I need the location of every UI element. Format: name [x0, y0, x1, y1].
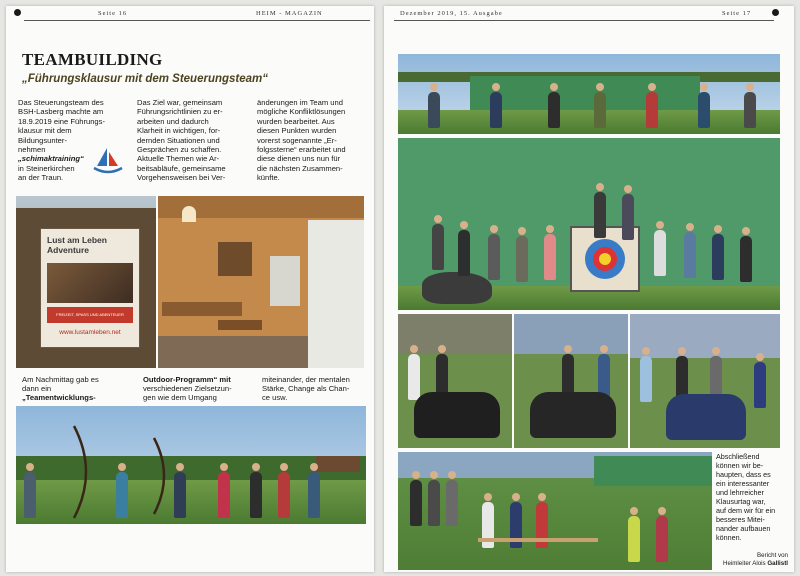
text-line: Das Steuerungsteam des — [18, 98, 104, 107]
text-line: Vorgehensweisen bei Ver- — [137, 173, 226, 183]
bow-icon — [70, 424, 100, 520]
boar-figure — [422, 272, 492, 304]
person — [308, 472, 320, 518]
text-line: an der Traun. — [18, 173, 64, 183]
floor — [158, 336, 308, 368]
photo-quad-3 — [630, 314, 780, 448]
text-line: nander aufbauen — [716, 524, 771, 533]
person — [628, 516, 640, 562]
text-line: ein interessanter — [716, 479, 770, 488]
person — [740, 236, 752, 282]
header-dot — [14, 9, 21, 16]
person — [116, 472, 128, 518]
text-line: klausur mit dem — [18, 126, 72, 136]
photo-quad-2 — [514, 314, 628, 448]
right-page-number: Seite 17 — [722, 10, 752, 17]
text-line: können. — [716, 533, 742, 542]
text-line: diesen Punkten wurden — [257, 126, 337, 136]
caption-column-1 — [22, 375, 138, 403]
credit-author — [714, 560, 788, 568]
text-line: besseres Mitei- — [716, 515, 765, 524]
photo-adventure-sign — [16, 196, 156, 368]
article-title: TEAMBUILDING — [22, 50, 163, 69]
header-rule — [24, 20, 370, 21]
text-line: wurden bearbeitet. Aus — [257, 116, 335, 126]
sign-picture — [47, 263, 133, 303]
text-line: haupten, dass es — [716, 470, 771, 479]
caption-line: „Teamentwicklungs- — [22, 393, 96, 403]
text-line: Das Ziel war, gemeinsam — [137, 98, 223, 107]
text-line: Aktuelle Themen wie Ar- — [137, 154, 220, 164]
issue-label: Dezember 2019, 15. Ausgabe — [400, 10, 503, 17]
person — [712, 234, 724, 280]
person — [516, 236, 528, 282]
photo-archery-range — [398, 54, 780, 134]
quad-bike — [666, 394, 746, 440]
person — [698, 92, 710, 128]
caption-line: Outdoor-Programm“ mit — [143, 375, 231, 384]
text-line: 18.9.2019 eine Führungs- — [18, 116, 105, 126]
caption-line: Stärke, Change als Chan- — [262, 384, 350, 394]
sign-title: Lust am Leben Adventure — [47, 235, 107, 255]
photo-archery-outdoor — [16, 406, 366, 524]
caption-line: verschiedenen Zielsetzun- — [143, 384, 232, 394]
person — [446, 480, 458, 526]
text-line: änderungen im Team und — [257, 98, 343, 107]
caption-line: Am Nachmittag gab es — [22, 375, 99, 384]
person — [410, 480, 422, 526]
caption-column-3 — [262, 375, 368, 403]
background-sky — [630, 314, 780, 358]
person — [640, 356, 652, 402]
quad-bike — [414, 392, 500, 438]
person — [408, 354, 420, 400]
person — [24, 472, 36, 518]
report-credit — [714, 552, 788, 567]
text-line: und lehrreicher — [716, 488, 764, 497]
table — [162, 302, 242, 316]
text-line: folgssterne“ erarbeitet und — [257, 145, 346, 155]
target-center — [599, 253, 611, 265]
quad-bike — [530, 392, 616, 438]
text-line: beitsabläufe, gemeinsame — [137, 163, 226, 173]
caption-line: gen wie dem Umgang — [143, 393, 217, 403]
left-page — [6, 6, 374, 572]
person — [744, 92, 756, 128]
person — [488, 234, 500, 280]
photo-team-exercise — [398, 452, 712, 570]
person — [594, 192, 606, 238]
text-line: die nächsten Zusammen- — [257, 163, 343, 173]
person — [458, 230, 470, 276]
person — [428, 480, 440, 526]
person — [218, 472, 230, 518]
text-line: auf dem wir für ein — [716, 506, 776, 515]
text-line: mögliche Konfliktlösungen — [257, 107, 346, 117]
flipchart — [308, 220, 364, 368]
caption-line: miteinander, der mentalen — [262, 375, 350, 384]
text-line: Gesprächen zu schaffen. — [137, 145, 222, 155]
header-dot — [772, 9, 779, 16]
caption-line: dann ein — [22, 384, 52, 394]
text-line: nehmen — [18, 145, 46, 155]
credit-prefix: Heimleiter Alois — [722, 559, 766, 567]
text-line: „schimaktraining“ — [18, 154, 84, 164]
intro-column-3 — [257, 98, 365, 183]
person — [684, 232, 696, 278]
left-page-number: Seite 16 — [98, 10, 128, 17]
person — [754, 362, 766, 408]
person — [548, 92, 560, 128]
wall-shelf — [218, 242, 252, 276]
text-line: BSH-Lasberg machte am — [18, 107, 104, 117]
photo-group-target — [398, 138, 780, 310]
text-line: arbeiten und dadurch — [137, 116, 209, 126]
text-line: in Steinerkirchen — [18, 163, 75, 173]
text-line: künfte. — [257, 173, 280, 183]
target-net — [594, 456, 712, 486]
person — [250, 472, 262, 518]
text-line: Bildungsunter- — [18, 135, 67, 145]
person — [656, 516, 668, 562]
photo-cabin-interior — [158, 196, 364, 368]
caption-line: ce usw. — [262, 393, 288, 403]
text-line: Klausurtag war, — [716, 497, 766, 506]
conclusion-text — [716, 452, 786, 542]
person — [646, 92, 658, 128]
person — [432, 224, 444, 270]
text-line: dernden Situationen und — [137, 135, 220, 145]
bench — [218, 320, 262, 330]
person — [278, 472, 290, 518]
lawn — [398, 110, 780, 134]
sailboat-logo-icon — [92, 146, 124, 176]
person — [490, 92, 502, 128]
bow-icon — [150, 436, 176, 516]
text-line: Abschließend — [716, 452, 760, 461]
header-rule — [394, 20, 774, 21]
text-line: vorerst sogenannte „Er- — [257, 135, 337, 145]
wooden-plank — [478, 538, 598, 542]
person — [428, 92, 440, 128]
person — [622, 194, 634, 240]
sign-banner: FREIZEIT, SPASS UND ABENTEUER — [47, 307, 133, 323]
credit-name: Gallistl — [767, 559, 788, 567]
fridge — [270, 256, 300, 306]
person — [654, 230, 666, 276]
caption-column-2 — [143, 375, 255, 403]
shelter-roof — [316, 456, 360, 472]
article-subtitle: „Führungsklausur mit dem Steuerungsteam“ — [22, 73, 269, 85]
person — [594, 92, 606, 128]
sign-board — [40, 228, 140, 348]
intro-column-2 — [137, 98, 249, 183]
credit-line: Bericht von — [757, 552, 788, 559]
person — [544, 234, 556, 280]
text-line: Klarheit in wichtigen, for- — [137, 126, 221, 136]
text-line: diese dienen uns nun für — [257, 154, 341, 164]
photo-quad-1 — [398, 314, 512, 448]
sign-url: www.lustamleben.net — [59, 329, 121, 336]
magazine-name: HEIM - MAGAZIN — [256, 10, 323, 17]
right-page — [384, 6, 794, 572]
text-line: können wir be- — [716, 461, 764, 470]
text-line: Führungsrichtlinien zu er- — [137, 107, 223, 117]
lamp-icon — [182, 206, 196, 222]
